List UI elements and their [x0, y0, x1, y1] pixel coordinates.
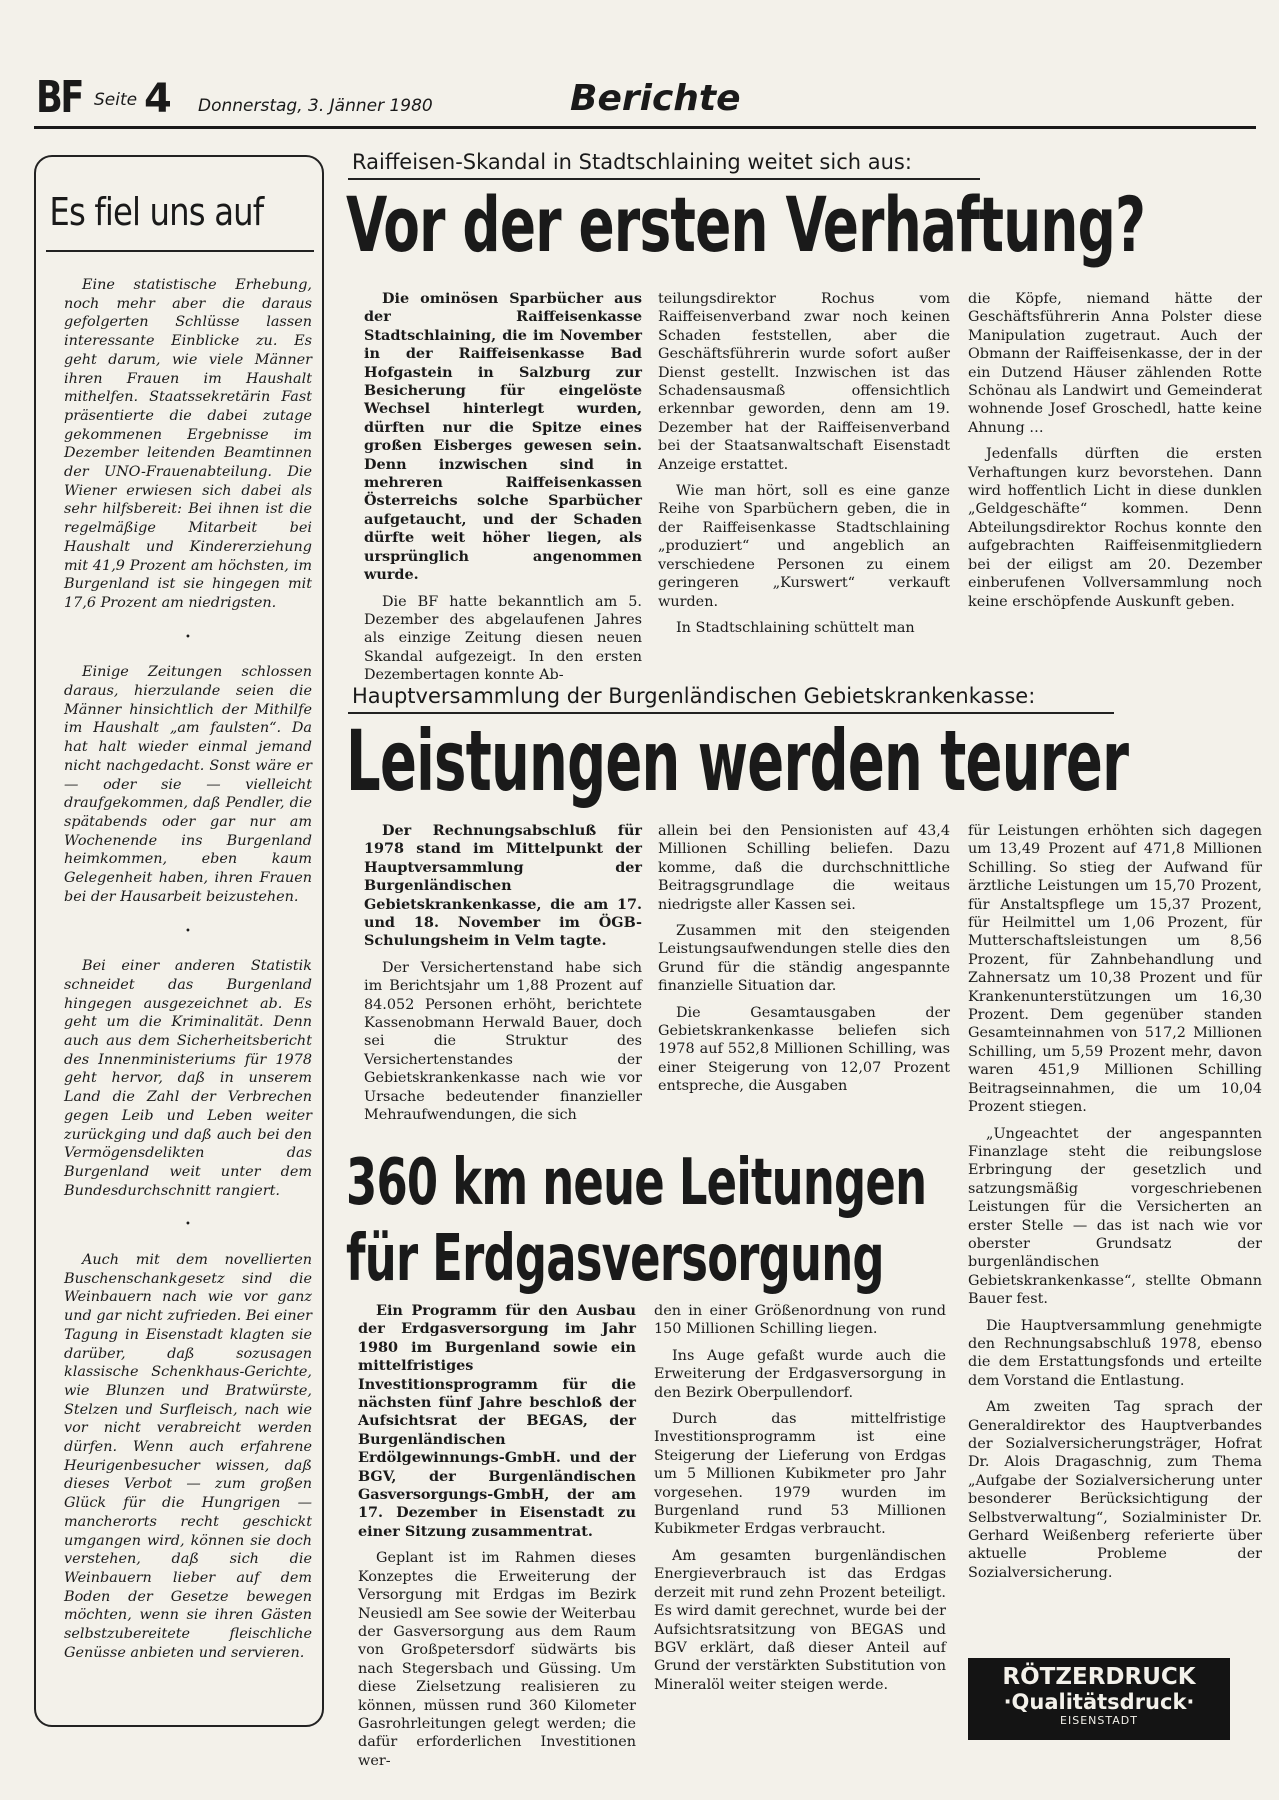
separator-dot: • — [185, 925, 191, 937]
article3-paragraph: Durch das mittelfristige Investitionsprogramm ist eine Steigerung der Lieferung von Erdgas um 5 Millionen Kubikmeter pro Jahr vorgesehen. 1979 wurden im Burgenland rund 53 Millionen Kubikmeter Erdgas verbraucht. — [654, 1411, 946, 1538]
sidebar-paragraph: Bei einer anderen Statistik schneidet das Burgenland hingegen ausgezeichnet ab. Es geht um die Kriminalität. Denn auch aus dem Sicherheitsbericht des Innenministeriums für 1978 geht hervor, daß in unserem Land die Zahl der Verbrechen gegen Leib und Leben weiter zurückging und daß auch bei den Vermögensdelikten das Burgenland weit unter dem Bundesdurchschnitt rangiert. — [64, 958, 312, 1199]
article2-kicker: Hauptversammlung der Burgenländischen Gebietskrankenkasse: — [352, 684, 1036, 708]
article1-column-3 — [968, 290, 1262, 619]
article2-paragraph: Am zweiten Tag sprach der Generaldirektor des Hauptverbandes der Sozialversicherungsträger, Hofrat Dr. Alois Dragaschnig, zum Thema „Aufgabe der Sozialversicherung unter besonderer Berücksichtigung der Selbstverwaltung“, Sozialminister Dr. Gerhard Weißenberg referierte über aktuelle Probleme der Sozialversicherung. — [968, 1399, 1262, 1581]
section-title: Berichte — [570, 78, 741, 119]
article2-paragraph: allein bei den Pensionisten auf 43,4 Millionen Schilling beliefen. Dazu komme, daß die durchschnittliche Beitragsgrundlage die weitaus niedrigste aller Kassen sei. — [658, 823, 950, 913]
sidebar-paragraph: Auch mit dem novellierten Buschenschankgesetz sind die Weinbauern nach wie vor ganz und gar nicht zufrieden. Bei einer Tagung in Eisenstadt klagten sie darüber, daß sozusagen klassische Schenkhaus-Gerichte, wie Blunzen und Bratwürste, Stelzen und Surfleisch, nach wie vor nicht verabreicht werden dürfen. Wenn auch erfahrene Heurigenbesucher wissen, daß dieses Verbot — zum großen Glück für die Hungrigen — mancherorts recht geschickt umgangen wird, können sie doch verstehen, daß sich die Weinbauern lieber auf dem Boden der Gesetze bewegen möchten, wenn sie ihren Gästen selbstzubereitete fleischliche Genüsse anbieten und servieren. — [64, 1252, 312, 1661]
advert-slogan: ·Qualitätsdruck· — [1003, 1690, 1195, 1714]
article3-column-2 — [654, 1302, 946, 1702]
sidebar-paragraph: Eine statistische Erhebung, noch mehr aber die daraus gefolgerten Schlüsse lassen interessante Einblicke zu. Es geht darum, wie viele Männer ihren Frauen im Haushalt mithelfen. Staatssekretärin Fast präsentierte die dabei zutage gekommenen Ergebnisse im Dezember leitenden Beamtinnen der UNO-Frauenabteilung. Die Wiener erwiesen sich dabei als sehr hilfsbereit: Bei ihnen ist die regelmäßige Mitarbeit bei Haushalt und Kindererziehung mit 41,9 Prozent am höchsten, im Burgenland ist sie hingegen mit 17,6 Prozent am niedrigsten. — [64, 277, 312, 611]
article1-paragraph: Jedenfalls dürften die ersten Verhaftungen kurz bevorstehen. Dann wird hoffentlich Licht in diese dunklen „Geldgeschäfte“ kommen. Denn Abteilungsdirektor Rochus konnte den aufgebrachten Raiffeisenmitgliedern bei der eiligst am 20. Dezember einberufenen Vollversammlung noch keine erschöpfende Auskunft geben. — [968, 446, 1262, 610]
article1-paragraph: Die BF hatte bekanntlich am 5. Dezember des abgelaufenen Jahres als einzige Zeitung diesen neuen Skandal aufgezeigt. In den ersten Dezembertagen konnte Ab- — [364, 593, 642, 684]
separator-dot: • — [185, 1219, 191, 1231]
article1-paragraph: Wie man hört, soll es eine ganze Reihe von Sparbüchern geben, die in der Raiffeisenkasse Stadtschlaining „produziert“ und angeblich an verschiedene Personen zu einem geringeren „Kurswert“ verkauft wurden. — [658, 483, 950, 610]
article1-kicker: Raiffeisen-Skandal in Stadtschlaining weitet sich aus: — [352, 150, 912, 174]
masthead-rule — [34, 126, 1256, 129]
sidebar-title-rule — [46, 250, 314, 252]
article2-paragraph: Der Versichertenstand habe sich im Berichtsjahr um 1,88 Prozent auf 84.052 Personen erhöht, berichtete Kassenobmann Herwald Bauer, doch sei die Struktur des Versichertenstandes der Gebietskrankenkasse nach wie vor Ursache bedeutender finanzieller Mehraufwendungen, die sich — [364, 959, 642, 1124]
article3-paragraph: den in einer Größenordnung von rund 150 Millionen Schilling liegen. — [654, 1303, 946, 1338]
newspaper-logo: BF — [36, 72, 83, 123]
article2-column-3 — [968, 822, 1262, 1590]
article1-lead: Die ominösen Sparbücher aus der Raiffeisenkasse Stadtschlaining, die im November in der Raiffeisenkasse Bad Hofgastein in Salzburg zur Besicherung für eingelöste Wechsel hinterlegt wurden, dürften nur die Spitze eines großen Eisberges gewesen sein. Denn inzwischen sind in mehreren Raiffeisenkassen Österreichs solche Sparbücher aufgetaucht, und der Schaden dürfte weit höher liegen, als ursprünglich angenommen wurde. — [364, 290, 642, 584]
article3-headline-line-1: 360 km neue Leitungen — [346, 1146, 927, 1220]
printer-advert — [968, 1658, 1230, 1740]
article1-headline: Vor der ersten Verhaftung? — [346, 180, 1146, 269]
article3-paragraph: Ins Auge gefaßt wurde auch die Erweiterung der Erdgasversorgung in den Bezirk Oberpullendorf. — [654, 1347, 946, 1401]
article1-column-1 — [364, 290, 642, 693]
article3-headline-line-2: für Erdgasversorgung — [346, 1222, 884, 1296]
article1-paragraph: teilungsdirektor Rochus vom Raiffeisenverband zwar noch keinen Schaden feststellen, aber die Geschäftsführerin wurde sofort außer Dienst gestellt. Inzwischen ist das Schadensausmaß offensichtlich erkennbar geworden, denn am 19. Dezember hat der Raiffeisenverband bei der Staatsanwaltschaft Eisenstadt Anzeige erstattet. — [658, 291, 950, 473]
article1-paragraph: In Stadtschlaining schüttelt man — [676, 619, 915, 636]
article2-paragraph: für Leistungen erhöhten sich dagegen um 13,49 Prozent auf 471,8 Millionen Schilling. So stieg der Aufwand für ärztliche Leistungen um 15,70 Prozent, für Anstaltspflege um 15,37 Prozent, für Heilmittel um 1,06 Prozent, für Mutterschaftsleistungen um 8,56 Prozent, für Zahnbehandlung und Zahnersatz um 10,38 Prozent und für Krankenunterstützungen um 16,30 Prozent. Dem gegenüber standen Gesamteinnahmen von 517,2 Millionen Schilling, um 5,59 Prozent mehr, davon waren 451,9 Millionen Schilling Beitragseinnahmen, die um 10,04 Prozent stiegen. — [968, 823, 1262, 1116]
article2-lead: Der Rechnungsabschluß für 1978 stand im Mittelpunkt der Hauptversammlung der Burgenländischen Gebietskrankenkasse, die am 17. und 18. November im ÖGB-Schulungsheim in Velm tagte. — [364, 822, 642, 950]
article2-headline: Leistungen werden teurer — [346, 712, 1129, 810]
advert-location: EISENSTADT — [1060, 1714, 1138, 1727]
article2-column-1 — [364, 822, 642, 1133]
article3-lead: Ein Programm für den Ausbau der Erdgasversorgung im Jahr 1980 im Burgenland sowie ein mittelfristiges Investitionsprogramm für die nächsten fünf Jahre beschloß der Aufsichtsrat der BEGAS, der Burgenländischen Erdölgewinnungs-GmbH. und der BGV, der Burgenländischen Gasversorgungs-GmbH, der am 17. Dezember in Eisenstadt zu einer Sitzung zusammentrat. — [358, 1302, 636, 1540]
article3-paragraph: Am gesamten burgenländischen Energieverbrauch ist das Erdgas derzeit mit rund zehn Prozent beteiligt. Es wird damit gerechnet, wurde bei der Aufsichtsratsitzung von BEGAS und BGV erklärt, daß dieser Anteil auf Grund der verstärkten Substitution von Mineralöl weiter steigen werde. — [654, 1547, 946, 1693]
article2-paragraph: Die Gesamtausgaben der Gebietskrankenkasse beliefen sich 1978 auf 552,8 Millionen Schilling, was einer Steigerung von 12,07 Prozent entspreche, die Ausgaben — [658, 1004, 950, 1095]
article1-column-2 — [658, 290, 950, 645]
issue-date: Donnerstag, 3. Jänner 1980 — [198, 96, 433, 116]
sidebar-title: Es fiel uns auf — [46, 190, 267, 234]
separator-dot: • — [185, 631, 191, 643]
sidebar-paragraph: Einige Zeitungen schlossen daraus, hierzulande seien die Männer hinsichtlich der Mithilfe im Haushalt „am faulsten“. Da hat halt wieder einmal jemand nicht nachgedacht. Sonst wäre er — oder sie — vielleicht draufgekommen, daß Pendler, die spätabends oder gar nur am Wochenende ins Burgenland heimkommen, eben kaum Gelegenheit haben, ihren Frauen bei der Hausarbeit beizustehen. — [64, 664, 312, 905]
sidebar-text — [64, 276, 312, 1679]
advert-brand: RÖTZERDRUCK — [1002, 1664, 1196, 1690]
page-number: 4 — [144, 76, 172, 122]
article2-paragraph: Zusammen mit den steigenden Leistungsaufwendungen stelle dies den Grund für die ständig angespannte finanzielle Situation dar. — [658, 923, 950, 995]
page-label: Seite — [94, 90, 138, 110]
article1-paragraph: die Köpfe, niemand hätte der Geschäftsführerin Anna Polster diese Manipulation zugetraut. Auch der Obmann der Raiffeisenkasse, der in der ein Dutzend Häuser zählenden Rotte Schönau als Landwirt und Gemeinderat wohnende Josef Groschedl, hatte keine Ahnung … — [968, 291, 1262, 436]
article3-column-1 — [358, 1302, 636, 1778]
article2-paragraph: Die Hauptversammlung genehmigte den Rechnungsabschluß 1978, ebenso die dem Erstattungsfonds und erteilte dem Vorstand die Entlastung. — [968, 1317, 1262, 1389]
article2-paragraph: „Ungeachtet der angespannten Finanzlage steht die reibungslose Erbringung der gesetzlich und satzungsmäßig vorgeschriebenen Leistungen für die Versicherten an erster Stelle — das ist nach wie vor oberster Grundsatz der burgenländischen Gebietskrankenkasse“, stellte Obmann Bauer fest. — [968, 1125, 1262, 1308]
article3-paragraph: Geplant ist im Rahmen dieses Konzeptes die Erweiterung der Versorgung mit Erdgas im Bezirk Neusiedl am See sowie der Weiterbau der Gasversorgung aus dem Raum von Großpetersdorf südwärts bis nach Stegersbach und Güssing. Um diese Zielsetzung realisieren zu können, müssen rund 360 Kilometer Gasrohrleitungen gelegt werden; die dafür erforderlichen Investitionen wer- — [358, 1550, 636, 1769]
article2-column-2 — [658, 822, 950, 1104]
